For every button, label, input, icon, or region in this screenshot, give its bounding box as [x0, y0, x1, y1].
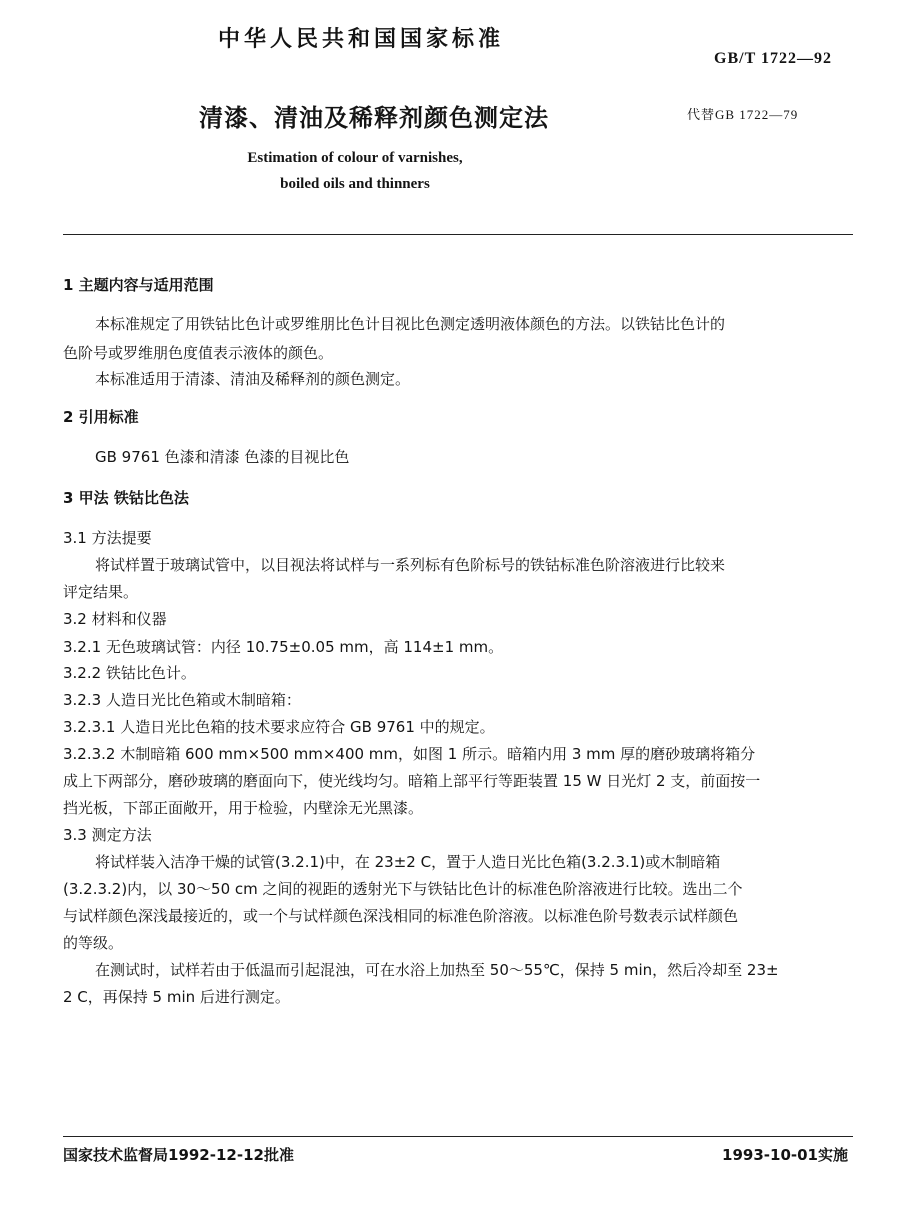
approval-date: 国家技术监督局1992-12-12批准 — [63, 1146, 294, 1164]
section-3-3-paragraph-1-line-4: 的等级。 — [63, 934, 124, 952]
section-3-3-paragraph-1-line-1: 将试样装入洁净干燥的试管(3.2.1)中，在 23±2 C，置于人造日光比色箱(3.2.3.1)或木制暗箱 — [95, 853, 721, 871]
clause-3-2-3: 3.2.3 人造日光比色箱或木制暗箱： — [63, 691, 301, 709]
header-divider — [63, 234, 853, 235]
section-3-3-paragraph-2-line-2: 2 C，再保持 5 min 后进行测定。 — [63, 988, 290, 1006]
section-3-1-heading: 3.1 方法提要 — [63, 529, 152, 547]
section-2-heading: 2 引用标准 — [63, 408, 139, 426]
section-1-paragraph-1-line-1: 本标准规定了用铁钴比色计或罗维朋比色计目视比色测定透明液体颜色的方法。以铁钴比色计的 — [95, 315, 726, 333]
section-3-2-heading: 3.2 材料和仪器 — [63, 610, 167, 628]
section-3-1-paragraph-line-2: 评定结果。 — [63, 583, 139, 601]
effective-date: 1993-10-01实施 — [722, 1146, 848, 1164]
section-1-paragraph-1-line-2: 色阶号或罗维朋色度值表示液体的颜色。 — [63, 344, 334, 362]
title-chinese: 清漆、清油及稀释剂颜色测定法 — [199, 104, 549, 132]
section-1-heading: 1 主题内容与适用范围 — [63, 276, 214, 294]
title-english-line1: Estimation of colour of varnishes, — [247, 150, 463, 166]
replaces-standard: 代替GB 1722—79 — [687, 107, 799, 122]
section-1-paragraph-2: 本标准适用于清漆、清油及稀释剂的颜色测定。 — [95, 370, 411, 388]
section-3-1-paragraph-line-1: 将试样置于玻璃试管中，以目视法将试样与一系列标有色阶标号的铁钴标准色阶溶液进行比较来 — [95, 556, 726, 574]
clause-3-2-3-2-line-2: 成上下两部分，磨砂玻璃的磨面向下，使光线均匀。暗箱上部平行等距装置 15 W 日光灯 2 支，前面按一 — [63, 772, 761, 790]
footer-divider — [63, 1136, 853, 1137]
clause-3-2-3-2-line-3: 挡光板，下部正面敞开，用于检验，内壁涂无光黑漆。 — [63, 799, 424, 817]
clause-3-2-3-1: 3.2.3.1 人造日光比色箱的技术要求应符合 GB 9761 中的规定。 — [63, 718, 495, 736]
clause-3-2-3-2-line-1: 3.2.3.2 木制暗箱 600 mm×500 mm×400 mm，如图 1 所示。暗箱内用 3 mm 厚的磨砂玻璃将箱分 — [63, 745, 756, 763]
section-3-3-heading: 3.3 测定方法 — [63, 826, 152, 844]
section-3-3-paragraph-1-line-2: (3.2.3.2)内，以 30～50 cm 之间的视距的透射光下与铁钴比色计的标准色阶溶液进行比较。选出二个 — [63, 880, 743, 898]
section-3-heading: 3 甲法 铁钴比色法 — [63, 489, 189, 507]
normative-reference: GB 9761 色漆和清漆 色漆的目视比色 — [95, 448, 350, 466]
section-3-3-paragraph-1-line-3: 与试样颜色深浅最接近的，或一个与试样颜色深浅相同的标准色阶溶液。以标准色阶号数表示试样颜色 — [63, 907, 739, 925]
issuing-authority: 中华人民共和国国家标准 — [218, 27, 505, 52]
standard-number: GB/T 1722—92 — [714, 50, 832, 67]
clause-3-2-1: 3.2.1 无色玻璃试管：内径 10.75±0.05 mm，高 114±1 mm。 — [63, 638, 504, 656]
title-english-line2: boiled oils and thinners — [280, 176, 430, 192]
section-3-3-paragraph-2-line-1: 在测试时，试样若由于低温而引起混浊，可在水浴上加热至 50～55℃，保持 5 min，然后冷却至 23± — [95, 961, 779, 979]
clause-3-2-2: 3.2.2 铁钴比色计。 — [63, 664, 196, 682]
